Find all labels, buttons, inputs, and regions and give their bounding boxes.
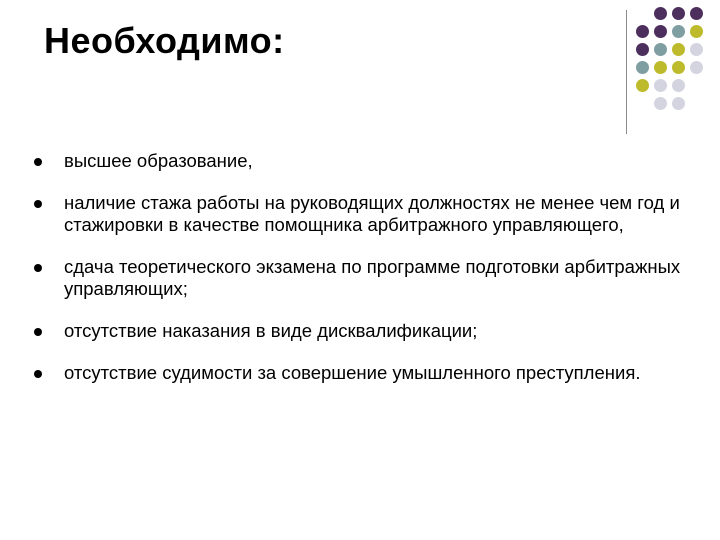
decorative-dot-purple [636,43,649,56]
bullet-text: отсутствие судимости за совершение умышленного преступления. [64,362,641,383]
decorative-dot-olive [654,61,667,74]
bullet-list [34,150,684,404]
list-item [34,150,684,172]
decorative-dot-teal [654,43,667,56]
decorative-dot-olive [690,25,703,38]
bullet-dot-icon [34,328,42,336]
bullet-text: высшее образование, [64,150,253,171]
bullet-dot-icon [34,158,42,166]
decorative-dot-teal [636,61,649,74]
decorative-dot-light [690,61,703,74]
decorative-dot-light [654,97,667,110]
decorative-dot-light [672,79,685,92]
decorative-dot-grid [636,7,716,119]
divider-line [626,10,627,134]
list-item [34,362,684,384]
list-item [34,256,684,300]
decorative-dot-light [672,97,685,110]
bullet-dot-icon [34,200,42,208]
bullet-text: отсутствие наказания в виде дисквалификации; [64,320,478,341]
decorative-dot-purple [672,7,685,20]
decorative-dot-olive [672,43,685,56]
slide-title: Необходимо: [44,20,285,61]
bullet-dot-icon [34,264,42,272]
decorative-dot-purple [690,7,703,20]
decorative-dot-light [654,79,667,92]
decorative-dot-purple [636,25,649,38]
list-item [34,192,684,236]
decorative-dot-light [690,43,703,56]
list-item [34,320,684,342]
decorative-dot-olive [672,61,685,74]
decorative-dot-purple [654,25,667,38]
bullet-dot-icon [34,370,42,378]
bullet-text: наличие стажа работы на руководящих должностях не менее чем год и стажировки в качестве помощника арбитражного управляющего, [64,192,680,235]
bullet-text: сдача теоретического экзамена по программе подготовки арбитражных управляющих; [64,256,681,299]
decorative-dot-purple [654,7,667,20]
decorative-dot-teal [672,25,685,38]
decorative-dot-olive [636,79,649,92]
